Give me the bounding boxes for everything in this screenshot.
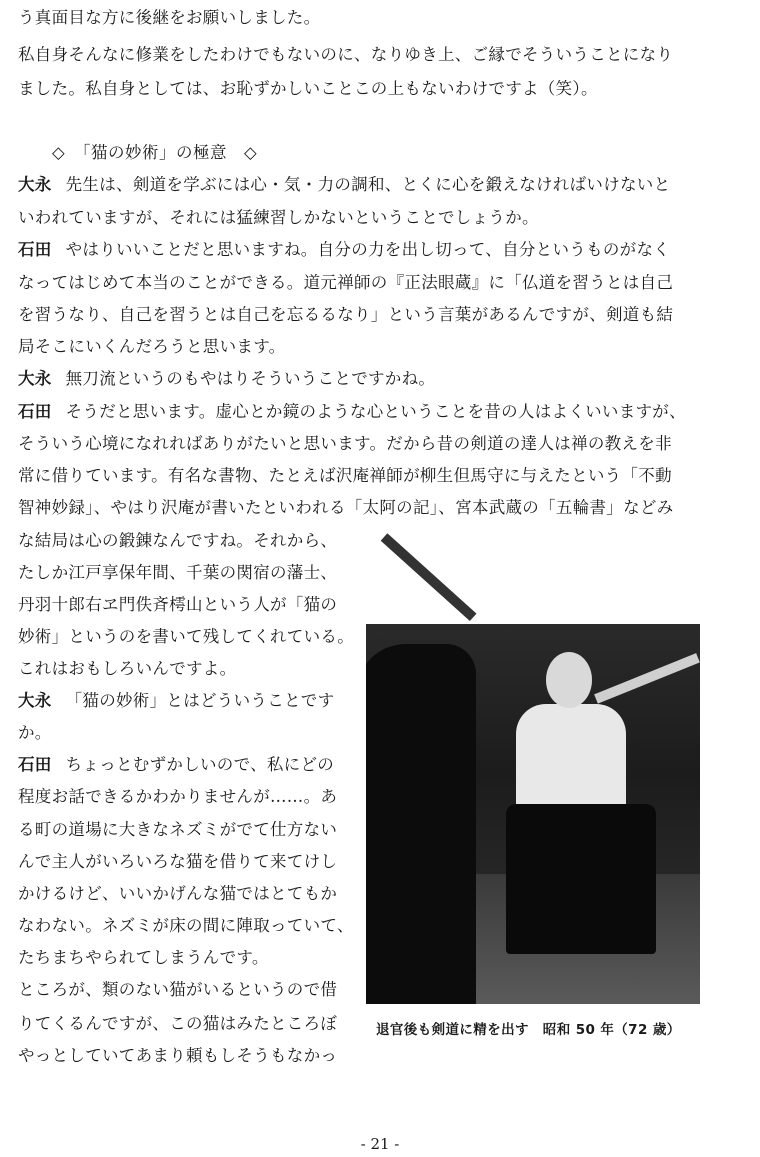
photo-caption: 退官後も剣道に精を出す 昭和 50 年（72 歳） [376,1022,681,1038]
line-text: 無刀流というのもやはりそういうことですかね。 [65,369,436,388]
speaker-name: 大永 [18,175,52,194]
kendo-photo [366,624,700,1004]
kendoka-head [546,652,592,708]
text-line: る町の道場に大きなネズミがでて仕方ない [18,820,338,839]
page-number: - 21 - [360,1135,400,1153]
text-line: たしか江戸享保年間、千葉の関宿の藩士、 [18,563,338,582]
text-line: かけるけど、いいかげんな猫ではとてもか [18,884,338,903]
text-line: これはおもしろいんですよ。 [18,659,237,678]
section-heading: ◇ 「猫の妙術」の極意 ◇ [52,143,258,162]
line-text: そうだと思います。虚心とか鏡のような心ということを昔の人はよくいいますが、 [65,402,686,421]
speaker-name: 大永 [18,691,52,710]
text-line: か。 [18,723,52,742]
text-line: りてくるんですが、この猫はみたところぼ [18,1014,338,1033]
text-line: 丹羽十郎右ヱ門佚斉樗山という人が「猫の [18,595,338,614]
text-line: 私自身そんなに修業をしたわけでもないのに、なりゆき上、ご縁でそういうことになり [18,45,674,64]
text-line: んで主人がいろいろな猫を借りて来てけし [18,852,338,871]
shinai-tip [381,533,477,621]
text-line: を習うなり、自己を習うとは自己を忘るるなり」という言葉があるんですが、剣道も結 [18,305,674,324]
speaker-name: 石田 [18,402,52,421]
speaker-name: 大永 [18,369,52,388]
line-text: やはりいいことだと思いますね。自分の力を出し切って、自分というものがなく [65,240,671,259]
line-text: 「猫の妙術」とはどういうことです [65,691,335,710]
text-line: 局そこにいくんだろうと思います。 [18,337,286,356]
text-line: やっとしていてあまり頼もしそうもなかっ [18,1046,338,1065]
speaker-name: 石田 [18,755,52,774]
text-line: なってはじめて本当のことができる。道元禅師の『正法眼蔵』に「仏道を習うとは自己 [18,273,674,292]
text-line: そういう心境になれればありがたいと思います。だから昔の剣道の達人は禅の教えを非 [18,434,672,453]
text-line: 程度お話できるかわかりませんが……。あ [18,787,338,806]
dialogue-line [18,369,435,389]
kendoka-hakama [506,804,656,954]
dialogue-line [18,240,670,260]
speaker-name: 石田 [18,240,52,259]
line-text: 先生は、剣道を学ぶには心・気・力の調和、とくに心を鍛えなければいけないと [65,175,671,194]
text-line: なわない。ネズミが床の間に陣取っていて、 [18,916,354,935]
dialogue-line [18,402,686,422]
opponent-silhouette [366,644,476,1004]
text-line: う真面目な方に後継をお願いしました。 [18,8,321,27]
text-line: 妙術」というのを書いて残してくれている。 [18,627,354,646]
text-line: たちまちやられてしまうんです。 [18,948,269,967]
text-line: ところが、類のない猫がいるというので借 [18,980,338,999]
line-text: ちょっとむずかしいので、私にどの [65,755,335,774]
text-line: いわれていますが、それには猛練習しかないということでしょうか。 [18,208,539,227]
dialogue-line [18,175,670,195]
dialogue-line [18,755,334,775]
dialogue-line [18,691,334,711]
text-line: 智神妙録」、やはり沢庵が書いたといわれる「太阿の記」、宮本武蔵の「五輪書」などみ [18,498,674,517]
kendoka-torso [516,704,626,814]
text-line: な結局は心の鍛錬なんですね。それから、 [18,531,338,550]
text-line: ました。私自身としては、お恥ずかしいことこの上もないわけですよ（笑）。 [18,79,598,98]
text-line: 常に借りています。有名な書物、たとえば沢庵禅師が柳生但馬守に与えたという「不動 [18,466,672,485]
